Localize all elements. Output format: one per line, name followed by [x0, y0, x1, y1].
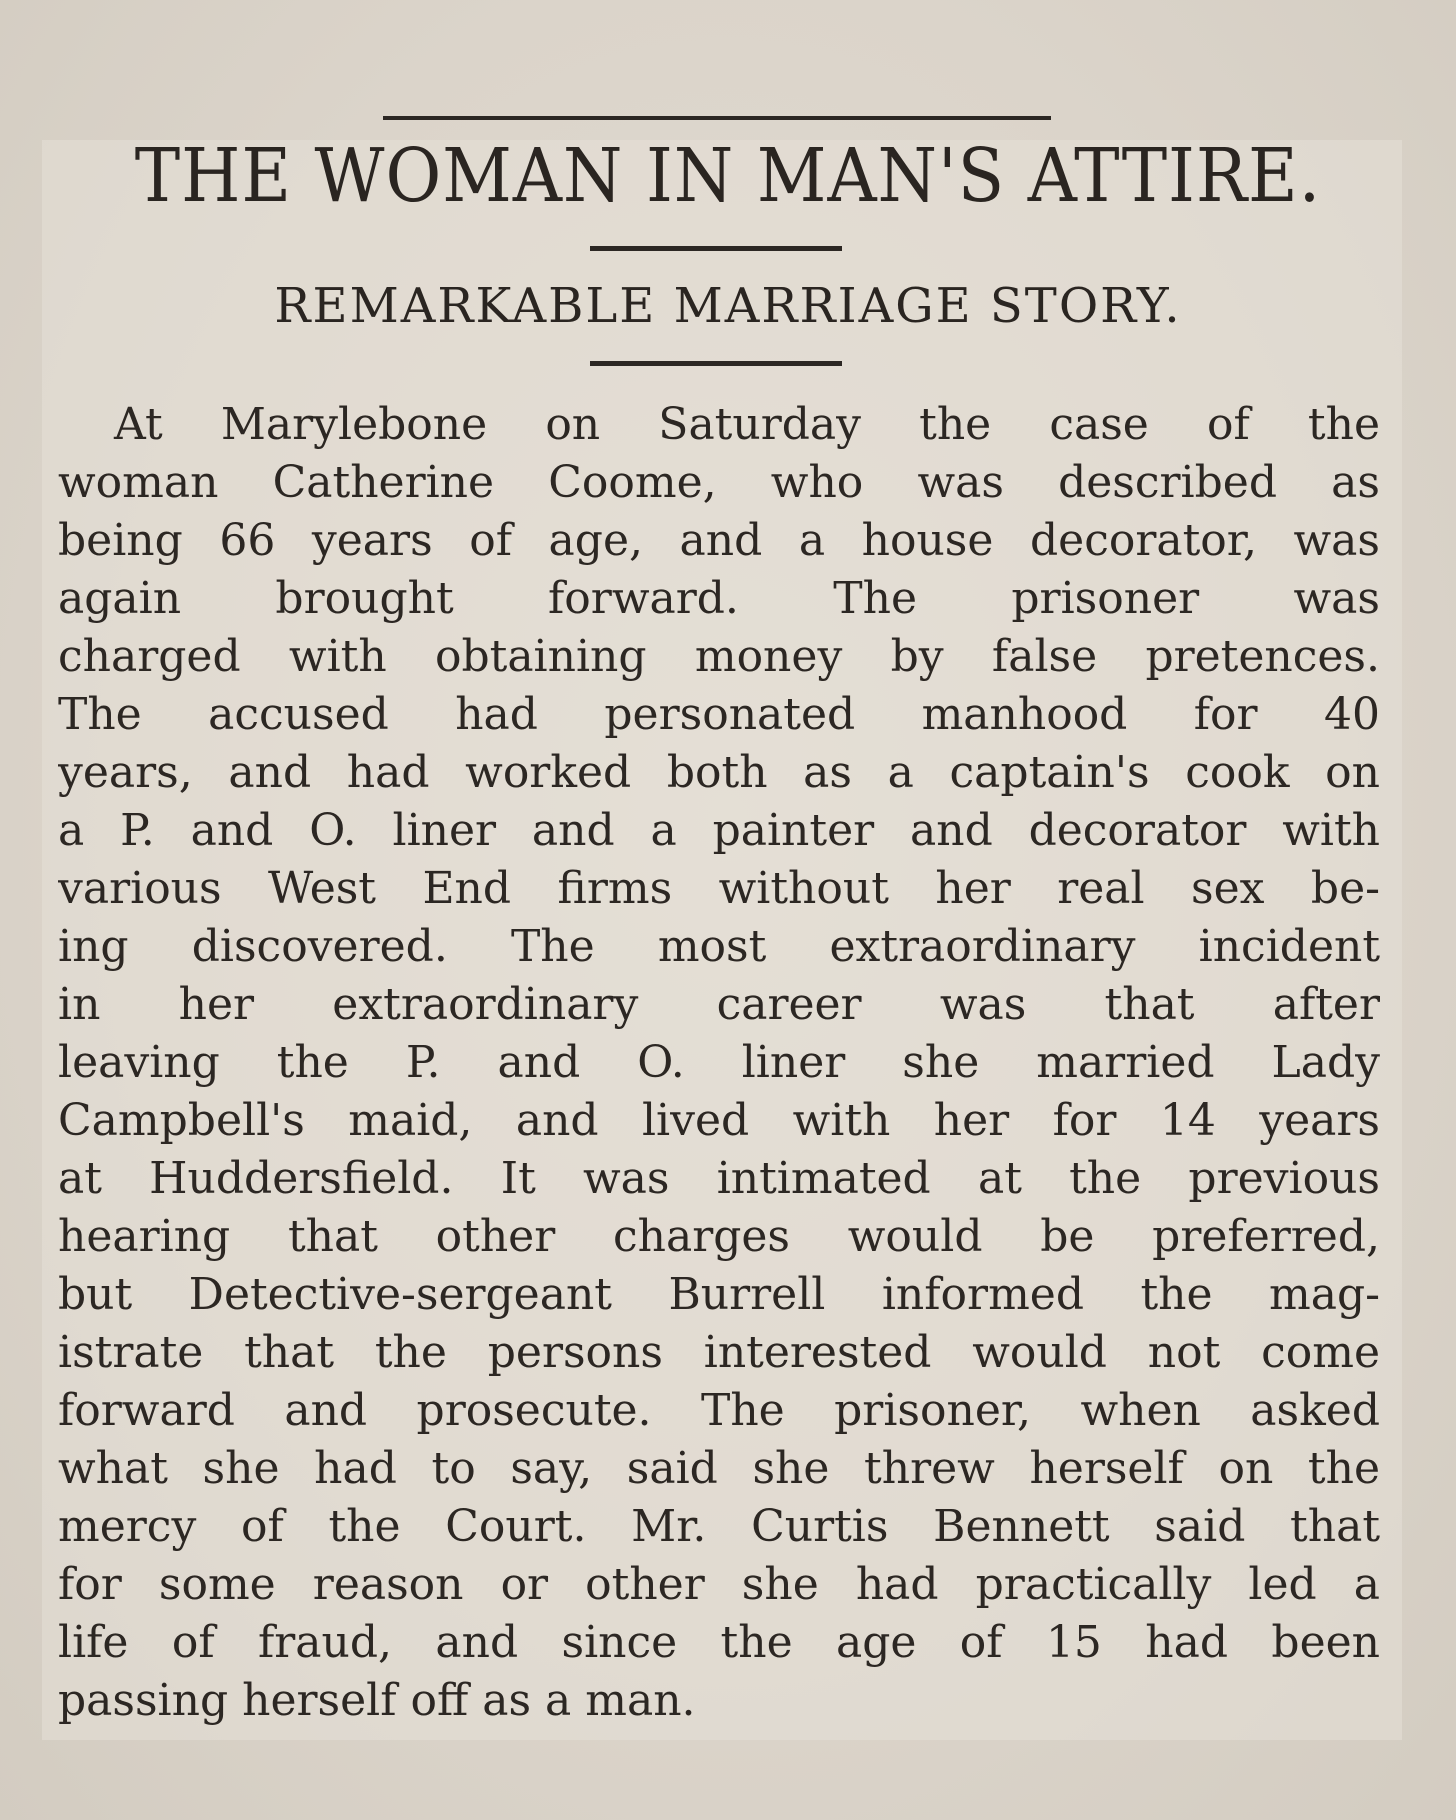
body-line: years, and had worked both as a captain's cook on: [58, 747, 1380, 798]
body-line: again brought forward. The prisoner was: [58, 573, 1380, 624]
body-line: at Huddersfield. It was intimated at the previous: [58, 1153, 1380, 1204]
body-line: leaving the P. and O. liner she married Lady: [58, 1037, 1380, 1088]
body-line: istrate that the persons interested would not come: [58, 1327, 1380, 1378]
subheadline-divider: [590, 361, 842, 366]
body-line: in her extraordinary career was that after: [58, 979, 1380, 1030]
article-body: [58, 396, 1380, 1730]
body-line: mercy of the Court. Mr. Curtis Bennett said that: [58, 1501, 1380, 1552]
body-line: charged with obtaining money by false pretences.: [58, 631, 1380, 682]
body-line: being 66 years of age, and a house decorator, was: [58, 515, 1380, 566]
headline: THE WOMAN IN MAN'S ATTIRE.: [134, 133, 1322, 219]
body-line: life of fraud, and since the age of 15 had been: [58, 1617, 1380, 1668]
body-line: a P. and O. liner and a painter and decorator with: [58, 805, 1380, 856]
body-line: but Detective-sergeant Burrell informed the mag-: [58, 1269, 1380, 1320]
body-line: various West End firms without her real sex be-: [58, 863, 1380, 914]
body-line: Campbell's maid, and lived with her for 14 years: [58, 1095, 1380, 1146]
body-line: for some reason or other she had practically led a: [58, 1559, 1380, 1610]
headline-divider: [590, 246, 842, 251]
body-line: At Marylebone on Saturday the case of the: [114, 399, 1380, 450]
subheadline: REMARKABLE MARRIAGE STORY.: [274, 278, 1182, 334]
body-line: woman Catherine Coome, who was described as: [58, 457, 1380, 508]
body-line: hearing that other charges would be preferred,: [58, 1211, 1380, 1262]
body-line: passing herself off as a man.: [58, 1675, 696, 1726]
body-line: The accused had personated manhood for 40: [58, 689, 1380, 740]
body-line: what she had to say, said she threw herself on the: [58, 1443, 1380, 1494]
body-line: ing discovered. The most extraordinary incident: [58, 921, 1380, 972]
body-line: forward and prosecute. The prisoner, when asked: [58, 1385, 1380, 1436]
top-rule: [383, 116, 1051, 120]
